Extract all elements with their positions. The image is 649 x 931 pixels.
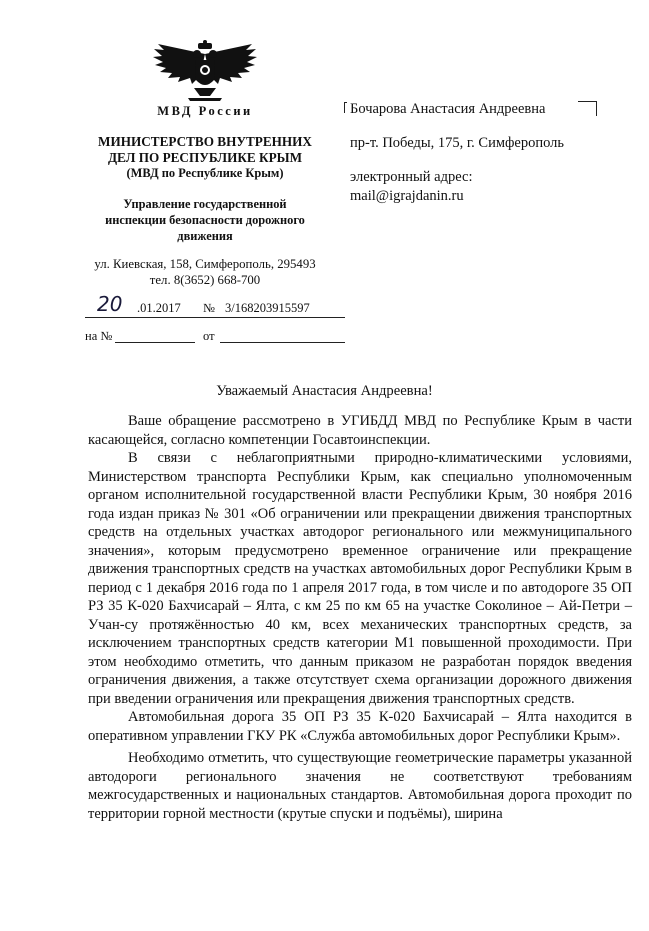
outgoing-number: 3/168203915597	[225, 301, 310, 315]
corner-mark-left	[344, 102, 347, 113]
agency-name: МВД России	[157, 104, 253, 118]
body-paragraph: Автомобильная дорога 35 ОП РЗ 35 К-020 Бахчисарай – Ялта находится в оперативном управлении ГКУ РК «Служба автомобильных дорог Республики Крым».	[88, 709, 632, 744]
ref-from-label: от	[203, 329, 215, 343]
letter-body	[88, 412, 632, 823]
sender-phone: тел. 8(3652) 668-700	[149, 273, 261, 287]
reference-line	[85, 327, 345, 345]
body-paragraph: Ваше обращение рассмотрено в УГИБДД МВД по Республике Крым в части касающейся, согласно компетенции Госавтоинспекции.	[88, 413, 632, 448]
recipient-name: Бочарова Анастасия Андреевна	[350, 101, 546, 117]
recipient-name-row	[350, 100, 620, 119]
number-label: №	[203, 301, 215, 315]
body-paragraph: Необходимо отметить, что существующие геометрические параметры указанной автодороги регионального значения не соответствуют требованиям межгосударственных и национальных стандартов. Автомобильная дорога проходит по территории горной местности (крутые спуски и подъёмы), ширина	[88, 750, 632, 822]
sender-street: ул. Киевская, 158, Симферополь, 295493	[94, 257, 316, 271]
body-paragraph: В связи с неблагоприятными природно-климатическими условиями, Министерством транспорта Республики Крым, как специально уполномоченным органом исполнительной государственной власти Республики Крым, 30 ноября 2016 года издан приказ № 301 «Об ограничении или прекращении движения транспортных средств на отдельных участках автодорог регионального или межмуниципального значения», которым предусмотрено временное ограничение или прекращение движения транспортных средств на участках автомобильных дорог Республики Крым в период с 1 декабря 2016 года по 1 апреля 2017 года, в том числе и по автодороге 35 ОП РЗ 35 К-020 Бахчисарай – Ялта, с км 25 по км 65 на участке Соколиное – Ай-Петри – Учан-су протяжённостью 40 км, всех механических транспортных средств, за исключением транспортных средств категории М1 повышенной проходимости. При этом необходимо отметить, что данным приказом не разработан порядок введения ограничения движения, а также отсутствует схема организации дорожного движения при введении ограничения или прекращения движения транспортных средств.	[88, 450, 632, 707]
salutation: Уважаемый Анастасия Андреевна!	[216, 383, 433, 399]
ref-date-blank	[220, 342, 345, 343]
ministry-title	[70, 134, 340, 166]
department-line: инспекции безопасности дорожного	[105, 213, 305, 227]
registration-block	[85, 292, 345, 343]
department-line: движения	[177, 229, 233, 243]
corner-mark-right	[578, 101, 597, 116]
ministry-title-line: МИНИСТЕРСТВО ВНУТРЕННИХ	[98, 134, 312, 149]
recipient-address: пр-т. Победы, 175, г. Симферополь	[350, 135, 565, 151]
date-number-line	[85, 292, 345, 318]
ref-number-blank	[115, 342, 195, 343]
ref-label: на №	[85, 329, 113, 343]
email-label: электронный адрес:	[350, 169, 473, 185]
recipient-block	[350, 100, 620, 206]
mvd-emblem-icon	[150, 40, 260, 102]
date-suffix: .01.2017	[137, 301, 181, 315]
recipient-email: mail@igrajdanin.ru	[350, 188, 464, 204]
ministry-short-name: (МВД по Республике Крым)	[126, 166, 284, 180]
department-name	[70, 196, 340, 244]
handwritten-date: 20	[97, 292, 123, 316]
ministry-title-line: ДЕЛ ПО РЕСПУБЛИКЕ КРЫМ	[107, 150, 303, 165]
department-line: Управление государственной	[123, 197, 287, 211]
sender-address	[70, 256, 340, 288]
